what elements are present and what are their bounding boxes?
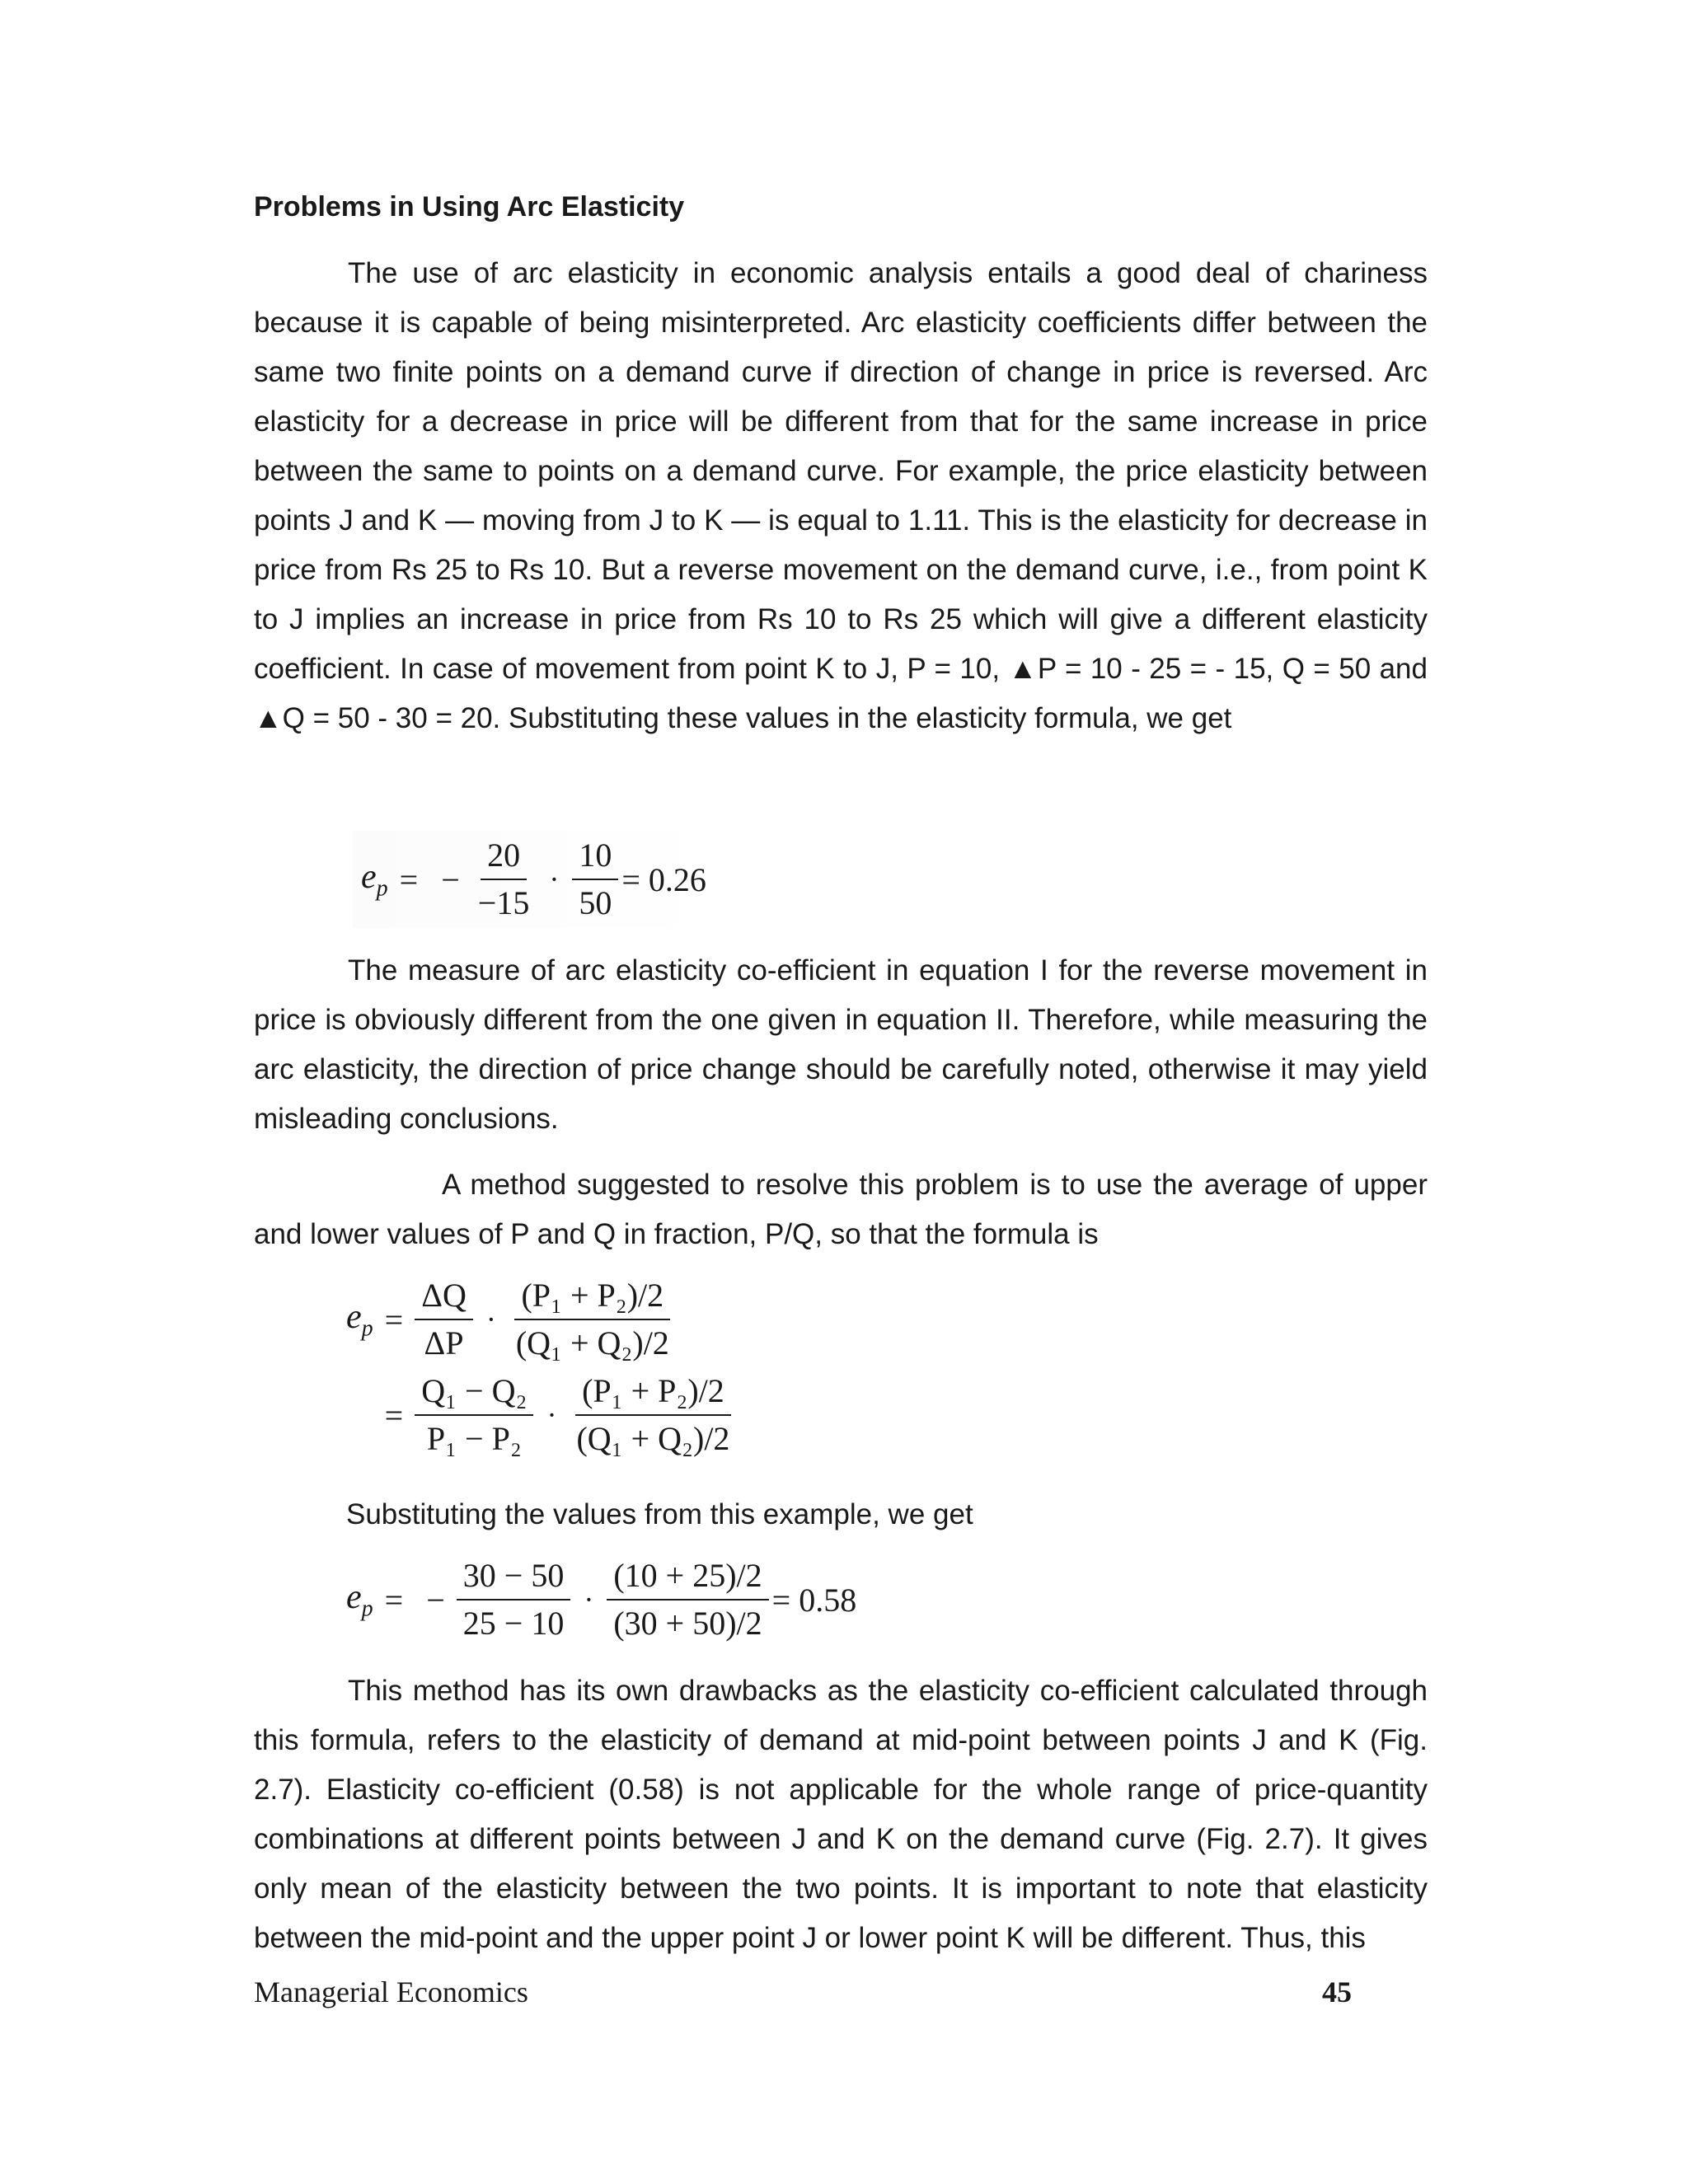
multiply-dot: ·: [584, 1583, 594, 1616]
numerator: 30 − 50: [457, 1556, 571, 1601]
fraction-average: [509, 1276, 676, 1363]
paragraph-5-text: This method has its own drawbacks as the elasticity co-efficient calculated through this formula, refers to the elasticity of demand at mid-point between points J and K (Fig. 2.7). Elasticity co-efficient (0.58) is not applicable for the whole range of price-quantity combinations at different points between J and K on the demand curve (Fig. 2.7). It gives only mean of the elasticity between the two points. It is important to note that elasticity between the mid-point and the upper point J or lower point K will be different. Thus, this: [254, 1675, 1428, 1954]
equals-sign: =: [399, 860, 419, 898]
denominator: −15: [477, 884, 530, 921]
denominator: 50: [579, 884, 612, 921]
fraction-2: [607, 1556, 768, 1643]
elasticity-symbol: $e_p$: [346, 1577, 373, 1622]
equation-2: [346, 1276, 736, 1467]
equals-sign: =: [384, 1301, 404, 1338]
minus-sign: −: [441, 860, 460, 898]
fraction-1: [457, 1556, 571, 1643]
numerator: ΔQ: [415, 1276, 473, 1320]
numerator: 10: [572, 836, 618, 880]
fraction-1: [471, 836, 537, 923]
paragraph-4: Substituting the values from this example, we get: [346, 1498, 973, 1530]
fraction-difference: [415, 1371, 533, 1459]
numerator: (10 + 25)/2: [607, 1556, 768, 1601]
multiply-dot: ·: [549, 863, 560, 896]
denominator: 25 − 10: [462, 1605, 565, 1642]
equation-result: = 0.58: [771, 1581, 857, 1619]
fraction-average: [570, 1371, 736, 1459]
paragraph-2: [254, 946, 1428, 1144]
fraction-2: [572, 836, 618, 923]
equation-1: [353, 831, 715, 928]
equals-sign: =: [384, 1581, 404, 1619]
paragraph-1-text: The use of arc elasticity in economic analysis entails a good deal of chariness because it is capable of being misinterpreted. Arc elasticity coefficients differ between the same two finite points on a demand curve if direction of change in price is reversed. Arc elasticity for a decrease in price will be different from that for the same increase in price between the same to points on a demand curve. For example, the price elasticity between points J and K — moving from J to K — is equal to 1.11. This is the elasticity for decrease in price from Rs 25 to Rs 10. But a reverse movement on the demand curve, i.e., from point K to J implies an increase in price from Rs 10 to Rs 25 which will give a different elasticity coefficient. In case of movement from point K to J, P = 10, ▲P = 10 - 25 = - 15, Q = 50 and ▲Q = 50 - 30 = 20. Substituting these values in the elasticity formula, we get: [254, 257, 1428, 734]
denominator: (Q₁ + Q₂)/2: [515, 1324, 669, 1361]
equals-sign: =: [384, 1396, 404, 1434]
denominator: P₁ − P₂: [426, 1420, 522, 1457]
equation-result: = 0.26: [621, 860, 706, 898]
equation-2-row-1: [346, 1276, 736, 1363]
multiply-dot: ·: [485, 1303, 496, 1336]
paragraph-3-text: A method suggested to resolve this problem is to use the average of upper and lower values of P and Q in fraction, P/Q, so that the formula is: [254, 1169, 1428, 1250]
denominator: ΔP: [424, 1324, 464, 1361]
paragraph-2-text: The measure of arc elasticity co-efficient in equation I for the reverse movement in price is obviously different from the one given in equation II. Therefore, while measuring the arc elasticity, the direction of price change should be carefully noted, otherwise it may yield misleading conclusions.: [254, 954, 1428, 1135]
numerator: (P₁ + P₂)/2: [575, 1371, 731, 1416]
elasticity-symbol: $e_p$: [346, 1297, 373, 1342]
numerator: Q₁ − Q₂: [415, 1371, 533, 1416]
paragraph-1: [254, 249, 1428, 743]
denominator: (Q₁ + Q₂)/2: [576, 1420, 730, 1457]
minus-sign: −: [426, 1581, 445, 1619]
fraction-delta: [415, 1276, 473, 1363]
numerator: 20: [481, 836, 527, 880]
denominator: (30 + 50)/2: [613, 1605, 762, 1642]
equation-3: [346, 1556, 856, 1643]
equation-2-row-2: [346, 1371, 736, 1459]
paragraph-5: [254, 1666, 1428, 1963]
page-number: 45: [1322, 1975, 1352, 2008]
numerator: (P₁ + P₂)/2: [514, 1276, 670, 1320]
paragraph-3: [254, 1160, 1428, 1259]
footer-book-title: Managerial Economics: [254, 1975, 528, 2008]
elasticity-symbol: $e_p$: [361, 857, 388, 902]
multiply-dot: ·: [546, 1399, 557, 1432]
section-heading: Problems in Using Arc Elasticity: [254, 191, 685, 223]
